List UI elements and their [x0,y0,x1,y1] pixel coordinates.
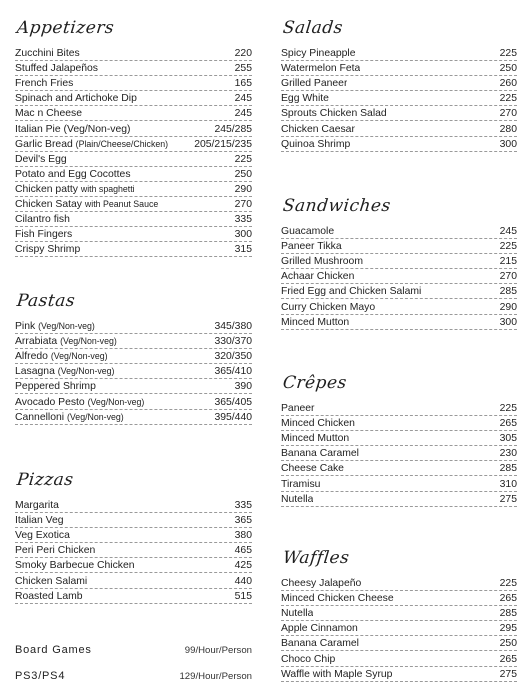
menu-item-label: Paneer [281,403,315,415]
menu-item [281,106,517,121]
item-list [281,576,517,682]
menu-item-price: 250 [234,168,252,180]
menu-item-name [15,365,115,378]
menu-item-name [15,320,95,333]
menu-item-price: 300 [234,229,252,241]
menu-item-price: 245 [234,108,252,120]
menu-item [281,91,517,106]
menu-item [281,315,517,330]
menu-item-label: Grilled Mushroom [281,256,363,268]
menu-item [15,182,252,197]
menu-item-price: 380 [234,530,252,542]
menu-item [15,61,252,76]
menu-item [15,319,252,334]
menu-item-label: Sprouts Chicken Salad [281,108,387,120]
menu-item-name [281,47,356,60]
menu-item-name [15,575,87,588]
menu-item-price: 225 [499,578,517,590]
menu-item-price: 300 [499,138,517,150]
menu-item-price: 270 [499,108,517,120]
menu-item-price: 425 [234,560,252,572]
menu-item [281,401,517,416]
menu-item-name [15,107,82,120]
menu-item-label: Minced Mutton [281,433,350,445]
menu-item [281,621,517,636]
menu-item-note: (Veg/Non-veg) [67,411,124,422]
menu-item-price: 230 [499,448,517,460]
pizzas-section [15,468,252,604]
menu-item-price: 275 [499,668,517,680]
left-column [15,0,252,700]
menu-item-label: Margarita [15,500,59,512]
menu-item-price: 225 [499,48,517,60]
menu-item-name [281,92,329,105]
menu-item-name [281,622,358,635]
menu-item [15,498,252,513]
menu-item [15,137,252,152]
sandwiches-section [281,194,517,330]
menu-item-price: 245 [499,226,517,238]
menu-item-name [281,493,313,506]
salads-section [281,16,517,152]
menu-item [281,76,517,91]
menu-item-label: Peri Peri Chicken [15,545,96,557]
menu-item-price: 290 [234,183,252,195]
menu-item-price: 295 [499,623,517,635]
menu-item-label: Quinoa Shrimp [281,138,351,150]
menu-item-name [15,138,168,151]
menu-item-label: Apple Cinnamon [281,623,358,635]
menu-item [281,446,517,461]
menu-item-price: 285 [499,463,517,475]
menu-item-price: 345/380 [214,321,252,333]
menu-item-name [281,62,360,75]
menu-item-price: 165 [234,78,252,90]
menu-item-label: Spinach and Artichoke Dip [15,93,137,105]
menu-item-price: 515 [234,590,252,602]
menu-item [281,46,517,61]
section-title: Appetizers [15,18,116,38]
menu-item-label: Watermelon Feta [281,63,361,75]
menu-item-label: Banana Caramel [281,638,359,650]
menu-item [281,416,517,431]
menu-item-name [281,653,335,666]
menu-item-name [15,335,117,348]
appetizers-section [15,16,252,257]
menu-item [281,61,517,76]
menu-item-name [15,529,70,542]
menu-item [15,379,252,394]
menu-item-name [281,402,315,415]
menu-item-name [15,77,73,90]
menu-item-price: 290 [499,301,517,313]
menu-item [281,606,517,621]
menu-item [281,492,517,507]
menu-item-label: Chicken Salami [15,575,88,587]
menu-item-name [15,198,158,211]
menu-item-name [15,544,95,557]
menu-item-note: with spaghetti [80,183,135,194]
menu-item-label: Stuffed Jalapeños [15,63,98,75]
menu-item-label: Cheese Cake [281,463,344,475]
menu-item-price: 250 [499,638,517,650]
item-list [15,498,252,604]
menu-item-price: 310 [499,478,517,490]
menu-item-note: with Peanut Sauce [84,199,159,210]
menu-item-name [281,285,421,298]
section-title: Crêpes [281,373,348,393]
menu-item-label: Guacamole [281,226,335,238]
menu-item-price: 270 [234,199,252,211]
menu-item-label: Fried Egg and Chicken Salami [281,286,422,298]
menu-item-name [15,213,70,226]
menu-item [15,91,252,106]
menu-item-name [15,243,80,256]
menu-item-note: (Veg/Non-veg) [57,366,115,377]
item-list [15,319,252,425]
menu-item [15,76,252,91]
menu-item-price: 365/410 [214,366,252,378]
menu-item-price: 225 [499,241,517,253]
menu-item-label: Choco Chip [281,653,336,665]
menu-item-note: (Veg/Non-veg) [87,396,145,407]
menu-item-label: Garlic Bread [15,138,73,150]
menu-item-name [281,577,361,590]
menu-item [15,106,252,121]
menu-item-price: 225 [499,93,517,105]
menu-item-price: 265 [499,653,517,665]
menu-item-label: Crispy Shrimp [15,244,81,256]
menu-item-label: Achaar Chicken [281,271,355,283]
menu-item-price: 335 [234,214,252,226]
menu-item-name [281,301,375,314]
menu-item [281,224,517,239]
menu-item-label: Egg White [281,93,329,105]
menu-item [281,284,517,299]
menu-item-price: 365/405 [214,396,252,408]
menu-item-price: 205/215/235 [194,138,252,150]
menu-item-label: Pink [15,321,36,333]
menu-item [281,461,517,476]
menu-item-name [15,153,67,166]
menu-item-label: Roasted Lamb [15,590,83,602]
menu-item-label: Spicy Pineapple [281,48,356,60]
menu-item [281,651,517,666]
menu-item-price: 390 [234,381,252,393]
menu-item-label: Cannelloni [15,411,65,423]
menu-item-label: Zucchini Bites [15,48,80,60]
menu-item-label: Cheesy Jalapeño [281,578,362,590]
menu-item-label: Chicken Satay [15,199,82,211]
menu-item-price: 305 [499,433,517,445]
menu-item-label: Arrabiata [15,336,58,348]
menu-item-price: 285 [499,286,517,298]
menu-item-label: Fish Fingers [15,229,73,241]
menu-item-price: 260 [499,78,517,90]
menu-item-name [281,240,342,253]
menu-item-name [15,168,131,181]
menu-item-price: 315 [234,244,252,256]
menu-item [15,197,252,212]
menu-item-label: Smoky Barbecue Chicken [15,560,135,572]
menu-item-name [15,396,144,409]
menu-item [281,239,517,254]
menu-item-note: (Veg/Non-veg) [60,336,117,347]
menu-item-price: 265 [499,418,517,430]
menu-item-price: 245/285 [214,123,252,135]
menu-item-label: Waffle with Maple Syrup [281,668,393,680]
menu-item-note: (Veg/Non-veg) [50,351,108,362]
menu-item-name [15,350,108,363]
menu-item [281,121,517,136]
menu-item-price: 275 [499,493,517,505]
menu-item-name [281,417,355,430]
menu-item-label: Peppered Shrimp [15,381,96,393]
menu-item-name [281,607,313,620]
menu-item-name [281,668,392,681]
menu-item [15,589,252,604]
item-list [281,224,517,330]
menu-item-label: Lasagna [15,366,55,378]
menu-item-label: Grilled Paneer [281,78,348,90]
menu-item-label: Banana Caramel [281,448,359,460]
menu-item-name [15,92,137,105]
menu-item-name [281,447,359,460]
menu-item-name [281,138,350,151]
extra-row-ps3-ps4 [15,670,252,682]
menu-item-price: 320/350 [214,351,252,363]
menu-item-name [281,432,349,445]
menu-item-name [15,559,135,572]
extra-name: PS3/PS4 [15,670,66,682]
item-list [281,46,517,152]
menu-item [281,137,517,152]
menu-item-price: 215 [499,256,517,268]
menu-item-label: Devil's Egg [15,153,67,165]
waffles-section [281,546,517,682]
menu-item-price: 335 [234,500,252,512]
menu-item-note: (Plain/Cheese/Chicken) [75,138,169,149]
menu-item-name [15,590,83,603]
menu-item-label: Mac n Cheese [15,108,82,120]
menu-item [281,269,517,284]
menu-item-label: Cilantro fish [15,214,70,226]
menu-item-price: 300 [499,316,517,328]
menu-item [281,431,517,446]
menu-item [15,349,252,364]
menu-item-name [15,380,96,393]
menu-item [281,254,517,269]
menu-item [15,558,252,573]
menu-item [281,476,517,491]
menu-item-name [281,478,320,491]
menu-item-price: 465 [234,545,252,557]
crepes-section [281,371,517,507]
menu-item-price: 255 [234,63,252,75]
menu-item-name [281,592,394,605]
menu-item [281,299,517,314]
menu-item [15,212,252,227]
menu-item-label: Veg Exotica [15,530,70,542]
menu-item [281,576,517,591]
menu-item [15,543,252,558]
extra-row-board-games [15,644,252,656]
menu-item-name [281,462,344,475]
menu-item-price: 220 [234,48,252,60]
extra-price: 99/Hour/Person [184,645,252,656]
menu-item [15,121,252,136]
menu-item-name [281,270,354,283]
menu-item-name [15,47,80,60]
extra-name: Board Games [15,644,92,656]
menu-item-name [15,411,124,424]
menu-item-label: Nutella [281,493,314,505]
menu-item-price: 270 [499,271,517,283]
menu-item-label: Paneer Tikka [281,241,342,253]
extra-price: 129/Hour/Person [179,671,252,682]
menu-item-label: Avocado Pesto [15,396,85,408]
menu-item-label: Curry Chicken Mayo [281,301,376,313]
pastas-section [15,289,252,425]
section-title: Pastas [15,291,77,311]
menu-item [15,573,252,588]
menu-item-note: (Veg/Non-veg) [38,321,95,332]
section-title: Pizzas [15,470,75,490]
menu-item-label: Italian Pie (Veg/Non-veg) [15,123,131,135]
menu-item-name [15,499,59,512]
menu-item [15,334,252,349]
menu-item-price: 280 [499,123,517,135]
menu-item-price: 365 [234,515,252,527]
menu-item [281,636,517,651]
menu-item [15,410,252,425]
right-column [281,0,517,700]
menu-item-label: Chicken patty [15,183,78,195]
menu-item-price: 225 [499,403,517,415]
menu-item-price: 265 [499,593,517,605]
menu-item [15,242,252,257]
menu-item-price: 440 [234,575,252,587]
menu-item [15,394,252,409]
menu-item-label: Minced Chicken [281,418,355,430]
menu-item [15,513,252,528]
menu-item-price: 395/440 [214,411,252,423]
menu-item [281,591,517,606]
item-list [15,46,252,257]
menu-item [15,46,252,61]
menu-item-name [281,107,387,120]
menu-item-name [281,123,355,136]
menu-item-price: 245 [234,93,252,105]
menu-item-name [281,637,359,650]
menu-item [15,364,252,379]
menu-item-name [15,183,135,196]
menu-item-label: Tiramisu [281,478,321,490]
menu-item-label: Chicken Caesar [281,123,355,135]
menu-item-price: 250 [499,63,517,75]
menu-item-label: Nutella [281,608,314,620]
menu-item-label: Italian Veg [15,515,64,527]
menu-item [15,152,252,167]
menu-item-label: Minced Mutton [281,316,350,328]
menu-item-price: 330/370 [214,336,252,348]
section-title: Sandwiches [281,196,392,216]
menu-item-label: Potato and Egg Cocottes [15,168,131,180]
menu-item-label: Alfredo [15,351,48,363]
menu-item-label: French Fries [15,78,74,90]
section-title: Salads [281,18,344,38]
menu-item-name [281,255,363,268]
menu-item-name [15,62,98,75]
section-title: Waffles [281,548,351,568]
menu-item-name [15,514,64,527]
menu-item-name [281,225,334,238]
menu-item-name [281,316,349,329]
item-list [281,401,517,507]
menu-item-price: 225 [234,153,252,165]
menu-item-name [15,123,131,136]
menu-item [281,667,517,682]
menu-item-name [281,77,347,90]
menu-item [15,167,252,182]
menu-item-label: Minced Chicken Cheese [281,593,394,605]
menu-item-name [15,228,72,241]
menu-item-price: 285 [499,608,517,620]
menu-item [15,528,252,543]
menu-item [15,227,252,242]
